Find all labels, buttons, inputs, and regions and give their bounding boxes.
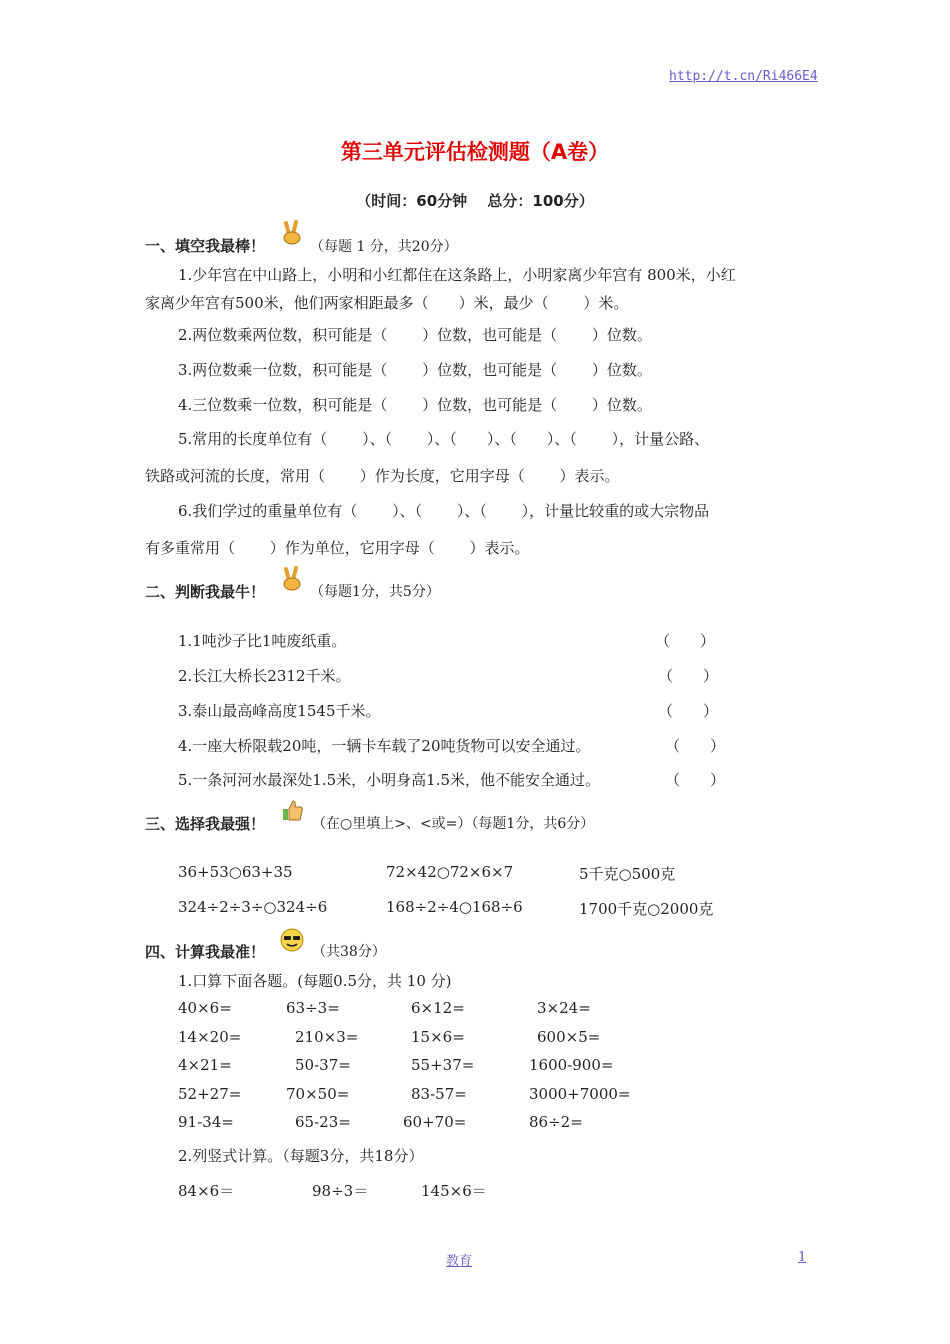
footer-label[interactable]: 教育 <box>446 1254 473 1269</box>
oral-item: 70×50= <box>286 1085 350 1103</box>
oral-item: 60+70= <box>403 1113 467 1131</box>
judge-bracket: （ ） <box>665 737 726 755</box>
oral-item: 52+27= <box>178 1085 242 1103</box>
s1-q5-line1: 5.常用的长度单位有（ ）、（ ）、（ ）、（ ）、（ ），计量公路、 <box>178 430 710 448</box>
compare-item: 1700千克○2000克 <box>579 900 714 918</box>
oral-item: 4×21= <box>178 1056 232 1074</box>
oral-item: 65-23= <box>295 1113 351 1131</box>
oral-item: 210×3= <box>295 1028 359 1046</box>
compare-item: 72×42○72×6×7 <box>386 863 514 881</box>
oral-item: 40×6= <box>178 999 232 1017</box>
judge-bracket: （ ） <box>658 667 719 685</box>
oral-item: 91-34= <box>178 1113 234 1131</box>
section-3-note: （在○里填上>、<或=）（每题1分，共6分） <box>312 816 595 832</box>
compare-item: 5千克○500克 <box>579 865 676 883</box>
s1-q6-line1: 6.我们学过的重量单位有（ ）、（ ）、（ ），计量比较重的或大宗物品 <box>178 502 710 520</box>
s1-q1-line1: 1.少年宫在中山路上，小明和小红都住在这条路上，小明家离少年宫有 800米，小红 <box>178 266 736 284</box>
judge-bracket: （ ） <box>665 771 726 789</box>
sub-question-title: 1.口算下面各题。(每题0.5分，共 10 分) <box>178 972 452 990</box>
section-3-heading: 三、选择我最强！ <box>145 815 266 833</box>
oral-item: 15×6= <box>411 1028 465 1046</box>
cool-smiley-icon <box>279 927 305 953</box>
judge-bracket: （ ） <box>655 632 716 650</box>
section-1-heading: 一、填空我最棒！ <box>145 237 266 255</box>
page-title: 第三单元评估检测题（A卷） <box>340 140 610 164</box>
oral-item: 3000+7000= <box>529 1085 631 1103</box>
oral-item: 86÷2= <box>529 1113 583 1131</box>
s1-q4: 4.三位数乘一位数，积可能是（ ）位数，也可能是（ ）位数。 <box>178 396 652 414</box>
section-2-note: （每题1分，共5分） <box>310 584 440 600</box>
compare-item: 36+53○63+35 <box>178 863 293 881</box>
oral-item: 50-37= <box>295 1056 351 1074</box>
compare-item: 168÷2÷4○168÷6 <box>386 898 523 916</box>
judge-item: 2.长江大桥长2312千米。 <box>178 667 351 685</box>
judge-bracket: （ ） <box>658 702 719 720</box>
section-1-note: （每题 1 分，共20分） <box>310 239 458 255</box>
page-number: 1 <box>798 1250 807 1265</box>
oral-item: 600×5= <box>537 1028 601 1046</box>
oral-item: 1600-900= <box>529 1056 614 1074</box>
page-subtitle: （时间：60分钟 总分：100分） <box>356 192 594 210</box>
s1-q2: 2.两位数乘两位数，积可能是（ ）位数，也可能是（ ）位数。 <box>178 326 652 344</box>
oral-item: 3×24= <box>537 999 591 1017</box>
vertical-calc-item: 98÷3＝ <box>312 1182 369 1200</box>
vertical-calc-item: 84×6＝ <box>178 1182 235 1200</box>
judge-item: 1.1吨沙子比1吨废纸重。 <box>178 632 347 650</box>
judge-item: 3.泰山最高峰高度1545千米。 <box>178 702 381 720</box>
thumbs-up-icon <box>279 798 305 824</box>
oral-item: 6×12= <box>411 999 465 1017</box>
compare-item: 324÷2÷3÷○324÷6 <box>178 898 328 916</box>
s1-q5-line2: 铁路或河流的长度，常用（ ）作为长度，它用字母（ ）表示。 <box>145 467 620 485</box>
s1-q1-line2: 家离少年宫有500米，他们两家相距最多（ ）米，最少（ ）米。 <box>145 294 629 312</box>
s1-q3: 3.两位数乘一位数，积可能是（ ）位数，也可能是（ ）位数。 <box>178 361 652 379</box>
section-4-note: （共38分） <box>312 944 386 960</box>
judge-item: 5.一条河河水最深处1.5米，小明身高1.5米，他不能安全通过。 <box>178 771 601 789</box>
vertical-calc-item: 145×6＝ <box>421 1182 487 1200</box>
victory-hand-icon <box>279 566 305 592</box>
oral-item: 63÷3= <box>286 999 340 1017</box>
oral-item: 83-57= <box>411 1085 467 1103</box>
sub-question-title: 2.列竖式计算。（每题3分，共18分） <box>178 1147 424 1165</box>
judge-item: 4.一座大桥限载20吨，一辆卡车载了20吨货物可以安全通过。 <box>178 737 591 755</box>
s1-q6-line2: 有多重常用（ ）作为单位，它用字母（ ）表示。 <box>145 539 530 557</box>
oral-item: 14×20= <box>178 1028 242 1046</box>
header-link[interactable]: http://t.cn/Ri466E4 <box>669 69 818 84</box>
oral-item: 55+37= <box>411 1056 475 1074</box>
section-4-heading: 四、计算我最准！ <box>145 943 266 961</box>
victory-hand-icon <box>279 220 305 246</box>
section-2-heading: 二、判断我最牛！ <box>145 583 266 601</box>
